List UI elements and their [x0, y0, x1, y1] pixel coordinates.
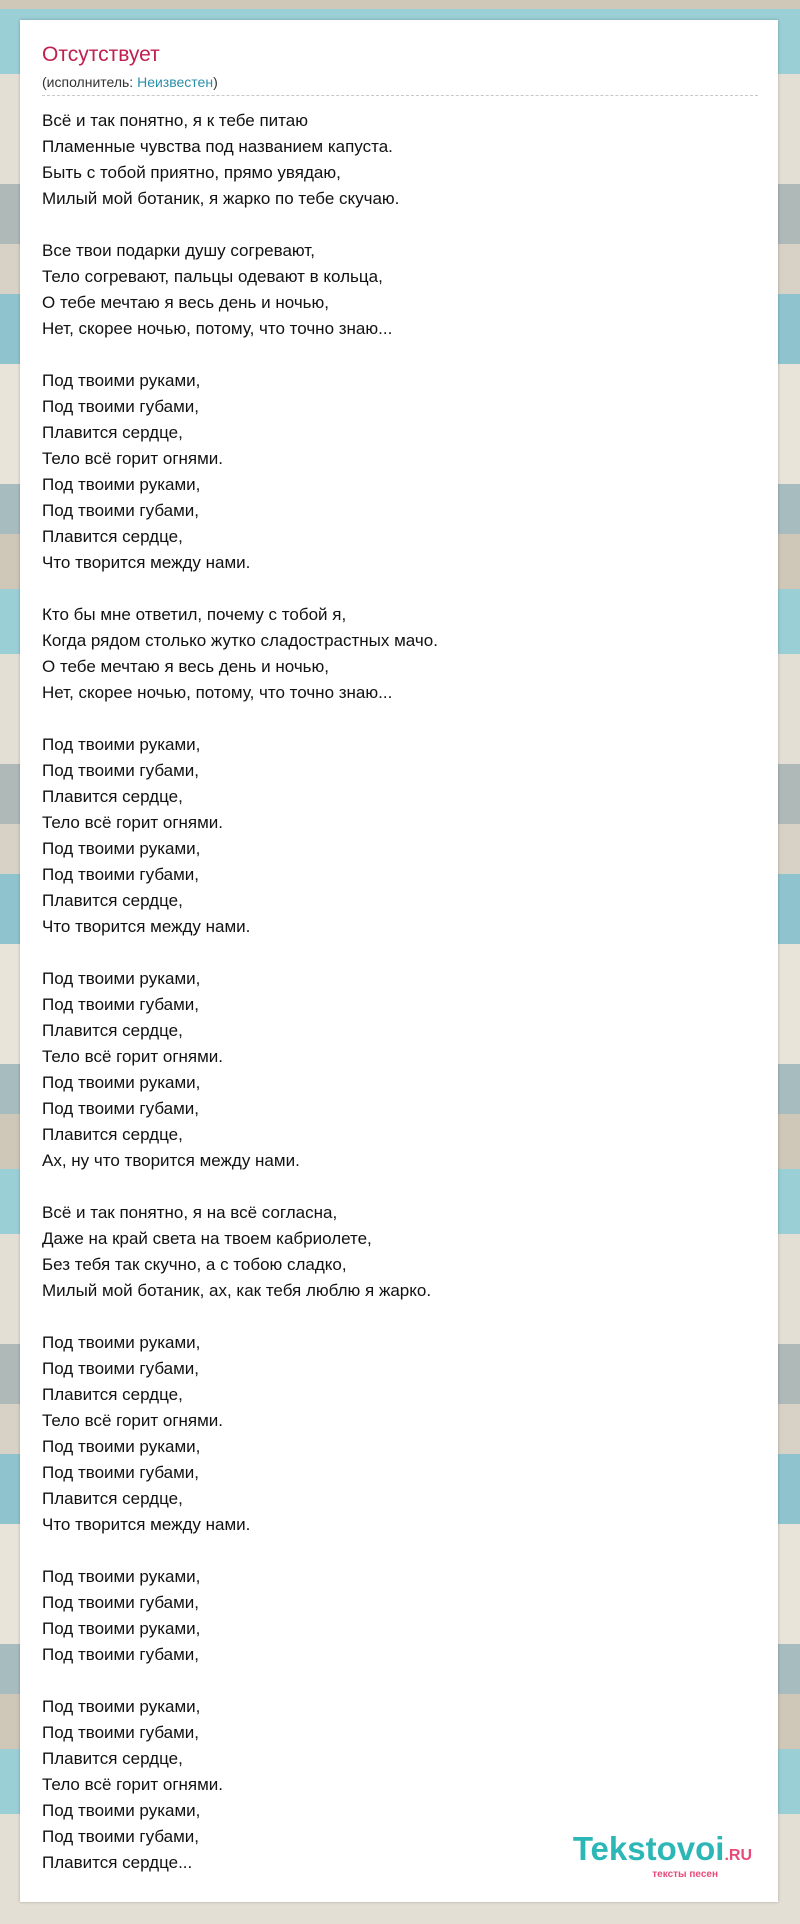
lyrics-stanza [42, 1330, 758, 1538]
lyrics-line: Под твоими руками, [42, 1333, 201, 1352]
lyrics-line: Милый мой ботаник, я жарко по тебе скучаю. [42, 189, 400, 208]
lyrics-line: Под твоими руками, [42, 1073, 201, 1092]
site-logo[interactable] [573, 1832, 752, 1880]
artist-prefix: (исполнитель: [42, 74, 138, 90]
lyrics-stanza [42, 602, 758, 706]
lyrics-line: Что творится между нами. [42, 917, 251, 936]
lyrics-line: Плавится сердце, [42, 1021, 183, 1040]
lyrics-line: Плавится сердце... [42, 1853, 193, 1872]
lyrics-line: Под твоими губами, [42, 1827, 200, 1846]
lyrics-line: Под твоими руками, [42, 735, 201, 754]
lyrics-line: Под твоими руками, [42, 969, 201, 988]
lyrics-line: Под твоими губами, [42, 1099, 200, 1118]
lyrics-line: Плавится сердце, [42, 423, 183, 442]
lyrics-line: Без тебя так скучно, а с тобою сладко, [42, 1255, 347, 1274]
lyrics-line: Всё и так понятно, я на всё согласна, [42, 1203, 338, 1222]
lyrics-line: Плавится сердце, [42, 1749, 183, 1768]
lyrics-stanza [42, 1200, 758, 1304]
lyrics-line: Быть с тобой приятно, прямо увядаю, [42, 163, 341, 182]
lyrics-line: Тело согревают, пальцы одевают в кольца, [42, 267, 383, 286]
lyrics-line: О тебе мечтаю я весь день и ночью, [42, 657, 330, 676]
logo-wordmark [573, 1832, 752, 1873]
lyrics-line: Под твоими руками, [42, 371, 201, 390]
lyrics-line: Под твоими губами, [42, 761, 200, 780]
lyrics-line: Под твоими руками, [42, 1801, 201, 1820]
lyrics-line: Тело всё горит огнями. [42, 813, 224, 832]
lyrics-stanza [42, 368, 758, 576]
logo-tld: .RU [724, 1847, 752, 1864]
lyrics-line: Что творится между нами. [42, 1515, 251, 1534]
lyrics-line: Плавится сердце, [42, 1125, 183, 1144]
lyrics-line: Плавится сердце, [42, 1385, 183, 1404]
lyrics-line: Плавится сердце, [42, 891, 183, 910]
logo-tagline: тексты песен [652, 1869, 718, 1880]
lyrics-line: Нет, скорее ночью, потому, что точно знаю... [42, 683, 393, 702]
lyrics-line: Что творится между нами. [42, 553, 251, 572]
lyrics-line: Под твоими руками, [42, 1697, 201, 1716]
divider [42, 95, 758, 96]
lyrics-line: Под твоими руками, [42, 839, 201, 858]
lyrics-line: Тело всё горит огнями. [42, 449, 224, 468]
lyrics-stanza [42, 732, 758, 940]
lyrics-line: Под твоими губами, [42, 397, 200, 416]
lyrics-line: Даже на край света на твоем кабриолете, [42, 1229, 372, 1248]
lyrics-line: Тело всё горит огнями. [42, 1411, 224, 1430]
lyrics-line: Всё и так понятно, я к тебе питаю [42, 111, 308, 130]
page-card [20, 20, 778, 1902]
lyrics-line: Милый мой ботаник, ах, как тебя люблю я жарко. [42, 1281, 432, 1300]
artist-suffix: ) [213, 74, 218, 90]
lyrics-line: Под твоими руками, [42, 1567, 201, 1586]
lyrics-line: Под твоими руками, [42, 1619, 201, 1638]
lyrics-stanza [42, 238, 758, 342]
lyrics-line: Пламенные чувства под названием капуста. [42, 137, 393, 156]
lyrics-stanza [42, 108, 758, 212]
lyrics-line: Под твоими губами, [42, 1463, 200, 1482]
song-title: Отсутствует [42, 43, 160, 66]
lyrics-line: Нет, скорее ночью, потому, что точно знаю... [42, 319, 393, 338]
lyrics-line: Кто бы мне ответил, почему с тобой я, [42, 605, 347, 624]
lyrics-line: Под твоими губами, [42, 501, 200, 520]
lyrics-line: О тебе мечтаю я весь день и ночью, [42, 293, 330, 312]
lyrics-line: Все твои подарки душу согревают, [42, 241, 315, 260]
logo-name: Tekstovoi [572, 1830, 725, 1867]
artist-link[interactable]: Неизвестен [137, 74, 214, 90]
lyrics-line: Плавится сердце, [42, 787, 183, 806]
lyrics-line: Когда рядом столько жутко сладострастных мачо. [42, 631, 438, 650]
lyrics-line: Плавится сердце, [42, 1489, 183, 1508]
lyrics-line: Под твоими руками, [42, 475, 201, 494]
lyrics-stanza [42, 966, 758, 1174]
lyrics-line: Под твоими руками, [42, 1437, 201, 1456]
lyrics-line: Тело всё горит огнями. [42, 1775, 224, 1794]
lyrics-line: Плавится сердце, [42, 527, 183, 546]
lyrics-line: Под твоими губами, [42, 1593, 200, 1612]
lyrics-line: Тело всё горит огнями. [42, 1047, 224, 1066]
lyrics-line: Под твоими губами, [42, 995, 200, 1014]
lyrics-line: Под твоими губами, [42, 865, 200, 884]
lyrics-line: Ах, ну что творится между нами. [42, 1151, 300, 1170]
lyrics-line: Под твоими губами, [42, 1723, 200, 1742]
lyrics-body [42, 108, 758, 1876]
lyrics-line: Под твоими губами, [42, 1359, 200, 1378]
artist-line [42, 74, 758, 91]
lyrics-stanza [42, 1564, 758, 1668]
lyrics-line: Под твоими губами, [42, 1645, 200, 1664]
